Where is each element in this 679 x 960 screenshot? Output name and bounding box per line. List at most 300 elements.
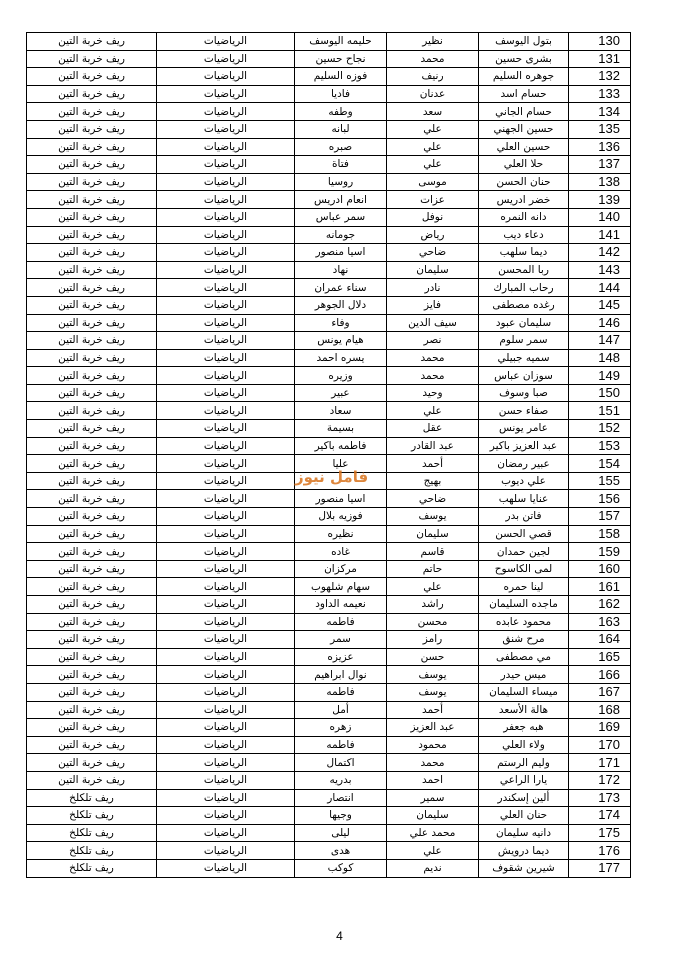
region-cell: ريف خربة التين [27,384,157,402]
father-name-cell: علي [387,842,479,860]
father-name-cell: أحمد [387,701,479,719]
mother-name-cell: بسيمة [295,420,387,438]
row-number-cell: 141 [569,226,631,244]
region-cell: ريف خربة التين [27,472,157,490]
mother-name-cell: سمر عباس [295,208,387,226]
student-name-cell: قصي الحسن [479,525,569,543]
subject-cell: الرياضيات [157,771,295,789]
region-cell: ريف خربة التين [27,420,157,438]
table-row [27,244,631,262]
table-row [27,50,631,68]
row-number-cell: 151 [569,402,631,420]
subject-cell: الرياضيات [157,367,295,385]
row-number-cell: 153 [569,437,631,455]
student-name-cell: رحاب المبارك [479,279,569,297]
father-name-cell: علي [387,138,479,156]
student-name-cell: ديما درويش [479,842,569,860]
subject-cell: الرياضيات [157,683,295,701]
table-row [27,402,631,420]
father-name-cell: رامز [387,631,479,649]
student-name-cell: دانيه سليمان [479,824,569,842]
table-row [27,279,631,297]
mother-name-cell: غاده [295,543,387,561]
mother-name-cell: وفاء [295,314,387,332]
table-row [27,525,631,543]
father-name-cell: محمد [387,367,479,385]
mother-name-cell: هيام يونس [295,332,387,350]
student-name-cell: حسين الجهني [479,120,569,138]
region-cell: ريف خربة التين [27,508,157,526]
mother-name-cell: انتصار [295,789,387,807]
row-number-cell: 158 [569,525,631,543]
student-name-cell: حنان الحسن [479,173,569,191]
student-name-cell: عامر يونس [479,420,569,438]
table-body [27,33,631,878]
row-number-cell: 174 [569,807,631,825]
subject-cell: الرياضيات [157,314,295,332]
row-number-cell: 159 [569,543,631,561]
row-number-cell: 130 [569,33,631,51]
region-cell: ريف خربة التين [27,226,157,244]
table-row [27,173,631,191]
father-name-cell: عدنان [387,85,479,103]
page-number: 4 [336,929,343,943]
region-cell: ريف خربة التين [27,33,157,51]
father-name-cell: سمير [387,789,479,807]
student-name-cell: وليم الرستم [479,754,569,772]
student-name-cell: ألين إسكندر [479,789,569,807]
student-name-cell: سوزان عباس [479,367,569,385]
table-row [27,420,631,438]
father-name-cell: محسن [387,613,479,631]
region-cell: ريف خربة التين [27,455,157,473]
region-cell: ريف تلكلخ [27,842,157,860]
region-cell: ريف خربة التين [27,138,157,156]
table-row [27,842,631,860]
subject-cell: الرياضيات [157,437,295,455]
mother-name-cell: بدريه [295,771,387,789]
row-number-cell: 148 [569,349,631,367]
mother-name-cell: مركزان [295,560,387,578]
student-name-cell: دعاء ديب [479,226,569,244]
table-row [27,771,631,789]
mother-name-cell: نوال ابراهيم [295,666,387,684]
watermark-logo: فامل نيوز [295,468,369,486]
region-cell: ريف خربة التين [27,367,157,385]
table-row [27,296,631,314]
row-number-cell: 154 [569,455,631,473]
student-name-cell: صبا وسوف [479,384,569,402]
row-number-cell: 143 [569,261,631,279]
student-name-cell: رغده مصطفى [479,296,569,314]
father-name-cell: سليمان [387,261,479,279]
region-cell: ريف خربة التين [27,173,157,191]
father-name-cell: نديم [387,859,479,877]
region-cell: ريف خربة التين [27,191,157,209]
table-row [27,226,631,244]
mother-name-cell: جومانه [295,226,387,244]
subject-cell: الرياضيات [157,33,295,51]
student-name-cell: بتول اليوسف [479,33,569,51]
row-number-cell: 176 [569,842,631,860]
row-number-cell: 168 [569,701,631,719]
student-name-cell: ربا المحسن [479,261,569,279]
subject-cell: الرياضيات [157,208,295,226]
table-row [27,261,631,279]
student-name-cell: يارا الراعي [479,771,569,789]
row-number-cell: 132 [569,68,631,86]
subject-cell: الرياضيات [157,244,295,262]
subject-cell: الرياضيات [157,472,295,490]
row-number-cell: 140 [569,208,631,226]
row-number-cell: 144 [569,279,631,297]
row-number-cell: 145 [569,296,631,314]
row-number-cell: 131 [569,50,631,68]
row-number-cell: 177 [569,859,631,877]
student-name-cell: حسام الجاني [479,103,569,121]
mother-name-cell: سمر [295,631,387,649]
subject-cell: الرياضيات [157,173,295,191]
student-name-cell: مي مصطفى [479,648,569,666]
table-row [27,683,631,701]
row-number-cell: 152 [569,420,631,438]
student-name-cell: شيرين شقوف [479,859,569,877]
subject-cell: الرياضيات [157,631,295,649]
table-row [27,560,631,578]
region-cell: ريف خربة التين [27,631,157,649]
region-cell: ريف خربة التين [27,736,157,754]
subject-cell: الرياضيات [157,156,295,174]
mother-name-cell: صبره [295,138,387,156]
row-number-cell: 157 [569,508,631,526]
row-number-cell: 135 [569,120,631,138]
subject-cell: الرياضيات [157,789,295,807]
subject-cell: الرياضيات [157,596,295,614]
row-number-cell: 146 [569,314,631,332]
subject-cell: الرياضيات [157,560,295,578]
student-name-cell: لينا حمره [479,578,569,596]
table-row [27,824,631,842]
mother-name-cell: اسيا منصور [295,490,387,508]
student-name-cell: عبد العزيز باكير [479,437,569,455]
father-name-cell: أحمد [387,455,479,473]
subject-cell: الرياضيات [157,455,295,473]
region-cell: ريف خربة التين [27,50,157,68]
student-name-cell: صفاء حسن [479,402,569,420]
father-name-cell: بهيج [387,472,479,490]
mother-name-cell: لبانه [295,120,387,138]
region-cell: ريف خربة التين [27,525,157,543]
table-row [27,807,631,825]
father-name-cell: محمد [387,754,479,772]
row-number-cell: 138 [569,173,631,191]
subject-cell: الرياضيات [157,50,295,68]
subject-cell: الرياضيات [157,613,295,631]
table-row [27,33,631,51]
row-number-cell: 136 [569,138,631,156]
region-cell: ريف خربة التين [27,666,157,684]
subject-cell: الرياضيات [157,525,295,543]
mother-name-cell: فاطمه باكير [295,437,387,455]
father-name-cell: علي [387,578,479,596]
region-cell: ريف خربة التين [27,560,157,578]
father-name-cell: ضاحي [387,490,479,508]
table-row [27,508,631,526]
subject-cell: الرياضيات [157,719,295,737]
subject-cell: الرياضيات [157,824,295,842]
subject-cell: الرياضيات [157,296,295,314]
father-name-cell: محمود [387,736,479,754]
row-number-cell: 175 [569,824,631,842]
mother-name-cell: ليلى [295,824,387,842]
father-name-cell: سيف الدين [387,314,479,332]
subject-cell: الرياضيات [157,85,295,103]
table-row [27,701,631,719]
father-name-cell: عقل [387,420,479,438]
father-name-cell: سليمان [387,807,479,825]
table-row [27,208,631,226]
table-row [27,191,631,209]
table-row [27,666,631,684]
subject-cell: الرياضيات [157,68,295,86]
mother-name-cell: فوزيه بلال [295,508,387,526]
father-name-cell: محمد علي [387,824,479,842]
mother-name-cell: هدى [295,842,387,860]
father-name-cell: يوسف [387,508,479,526]
row-number-cell: 169 [569,719,631,737]
student-name-cell: سليمان عبود [479,314,569,332]
subject-cell: الرياضيات [157,842,295,860]
father-name-cell: قاسم [387,543,479,561]
row-number-cell: 173 [569,789,631,807]
mother-name-cell: عليا [295,455,387,473]
region-cell: ريف خربة التين [27,701,157,719]
region-cell: ريف خربة التين [27,156,157,174]
table-row [27,367,631,385]
table-row [27,578,631,596]
region-cell: ريف خربة التين [27,349,157,367]
table-row [27,859,631,877]
mother-name-cell: سعاد [295,402,387,420]
father-name-cell: رنيف [387,68,479,86]
subject-cell: الرياضيات [157,120,295,138]
row-number-cell: 137 [569,156,631,174]
student-name-cell: ولاء العلي [479,736,569,754]
region-cell: ريف خربة التين [27,296,157,314]
father-name-cell: وحيد [387,384,479,402]
row-number-cell: 142 [569,244,631,262]
region-cell: ريف خربة التين [27,314,157,332]
father-name-cell: حاتم [387,560,479,578]
father-name-cell: نظير [387,33,479,51]
region-cell: ريف خربة التين [27,596,157,614]
region-cell: ريف خربة التين [27,490,157,508]
region-cell: ريف خربة التين [27,543,157,561]
row-number-cell: 161 [569,578,631,596]
father-name-cell: نصر [387,332,479,350]
row-number-cell: 165 [569,648,631,666]
student-name-cell: عبير رمضان [479,455,569,473]
student-name-cell: سميه جبيلي [479,349,569,367]
student-name-cell: سمر سلوم [479,332,569,350]
subject-cell: الرياضيات [157,701,295,719]
region-cell: ريف تلكلخ [27,859,157,877]
father-name-cell: موسى [387,173,479,191]
subject-cell: الرياضيات [157,578,295,596]
region-cell: ريف خربة التين [27,771,157,789]
mother-name-cell: اسيا منصور [295,244,387,262]
father-name-cell: عبد القادر [387,437,479,455]
mother-name-cell: وزيره [295,367,387,385]
region-cell: ريف خربة التين [27,208,157,226]
region-cell: ريف خربة التين [27,244,157,262]
region-cell: ريف خربة التين [27,402,157,420]
father-name-cell: نادر [387,279,479,297]
subject-cell: الرياضيات [157,543,295,561]
student-name-cell: حنان العلي [479,807,569,825]
mother-name-cell: فاطمه [295,683,387,701]
student-name-cell: مرح شنق [479,631,569,649]
father-name-cell: محمد [387,50,479,68]
subject-cell: الرياضيات [157,754,295,772]
mother-name-cell: اكتمال [295,754,387,772]
subject-cell: الرياضيات [157,349,295,367]
father-name-cell: يوسف [387,666,479,684]
table-row [27,596,631,614]
subject-cell: الرياضيات [157,138,295,156]
mother-name-cell: انعام ادريس [295,191,387,209]
table-row [27,103,631,121]
candidates-table [26,32,631,878]
mother-name-cell: نظيره [295,525,387,543]
subject-cell: الرياضيات [157,332,295,350]
father-name-cell: علي [387,120,479,138]
row-number-cell: 149 [569,367,631,385]
mother-name-cell: أمل [295,701,387,719]
row-number-cell: 171 [569,754,631,772]
mother-name-cell: نجاح حسين [295,50,387,68]
region-cell: ريف تلكلخ [27,789,157,807]
region-cell: ريف خربة التين [27,613,157,631]
mother-name-cell: فاطمه [295,736,387,754]
father-name-cell: علي [387,156,479,174]
table-row [27,437,631,455]
student-name-cell: حلا العلي [479,156,569,174]
mother-name-cell: سهام شلهوب [295,578,387,596]
region-cell: ريف خربة التين [27,683,157,701]
row-number-cell: 133 [569,85,631,103]
region-cell: ريف خربة التين [27,754,157,772]
mother-name-cell: عزيزه [295,648,387,666]
father-name-cell: يوسف [387,683,479,701]
subject-cell: الرياضيات [157,490,295,508]
student-name-cell: محمود عابده [479,613,569,631]
subject-cell: الرياضيات [157,420,295,438]
mother-name-cell: كوكب [295,859,387,877]
mother-name-cell: عبير [295,384,387,402]
subject-cell: الرياضيات [157,103,295,121]
student-name-cell: هالة الأسعد [479,701,569,719]
table-row [27,789,631,807]
region-cell: ريف خربة التين [27,68,157,86]
row-number-cell: 134 [569,103,631,121]
subject-cell: الرياضيات [157,191,295,209]
region-cell: ريف خربة التين [27,120,157,138]
student-name-cell: ميس حيدر [479,666,569,684]
mother-name-cell: فتاة [295,156,387,174]
table-row [27,156,631,174]
mother-name-cell: فاديا [295,85,387,103]
table-row [27,613,631,631]
father-name-cell: فايز [387,296,479,314]
table-row [27,384,631,402]
student-name-cell: حسام اسد [479,85,569,103]
table-row [27,490,631,508]
father-name-cell: راشد [387,596,479,614]
student-name-cell: لجين حمدان [479,543,569,561]
table-row [27,631,631,649]
mother-name-cell: نعيمه الداود [295,596,387,614]
region-cell: ريف خربة التين [27,437,157,455]
table-row [27,543,631,561]
student-name-cell: جوهره السليم [479,68,569,86]
mother-name-cell: دلال الجوهر [295,296,387,314]
table-row [27,648,631,666]
student-name-cell: علي ديوب [479,472,569,490]
table-row [27,736,631,754]
student-name-cell: ماجده السليمان [479,596,569,614]
row-number-cell: 162 [569,596,631,614]
student-name-cell: حسين العلي [479,138,569,156]
region-cell: ريف خربة التين [27,279,157,297]
row-number-cell: 164 [569,631,631,649]
table-row [27,68,631,86]
subject-cell: الرياضيات [157,859,295,877]
father-name-cell: ضاحي [387,244,479,262]
student-name-cell: عنايا سلهب [479,490,569,508]
mother-name-cell: روسيا [295,173,387,191]
table-row [27,349,631,367]
father-name-cell: نوفل [387,208,479,226]
student-name-cell: بشرى حسين [479,50,569,68]
row-number-cell: 155 [569,472,631,490]
father-name-cell: رياض [387,226,479,244]
subject-cell: الرياضيات [157,736,295,754]
subject-cell: الرياضيات [157,226,295,244]
subject-cell: الرياضيات [157,384,295,402]
region-cell: ريف خربة التين [27,85,157,103]
student-name-cell: خضر ادريس [479,191,569,209]
table-row [27,85,631,103]
subject-cell: الرياضيات [157,807,295,825]
father-name-cell: سليمان [387,525,479,543]
row-number-cell: 167 [569,683,631,701]
row-number-cell: 160 [569,560,631,578]
region-cell: ريف تلكلخ [27,807,157,825]
mother-name-cell: نهاد [295,261,387,279]
mother-name-cell: زهره [295,719,387,737]
mother-name-cell: وجيها [295,807,387,825]
mother-name-cell: حليمه اليوسف [295,33,387,51]
mother-name-cell: يسره احمد [295,349,387,367]
region-cell: ريف تلكلخ [27,824,157,842]
student-name-cell: ديما سلهب [479,244,569,262]
table-row [27,754,631,772]
father-name-cell: سعد [387,103,479,121]
father-name-cell: علي [387,402,479,420]
student-name-cell: دانه النمره [479,208,569,226]
region-cell: ريف خربة التين [27,332,157,350]
